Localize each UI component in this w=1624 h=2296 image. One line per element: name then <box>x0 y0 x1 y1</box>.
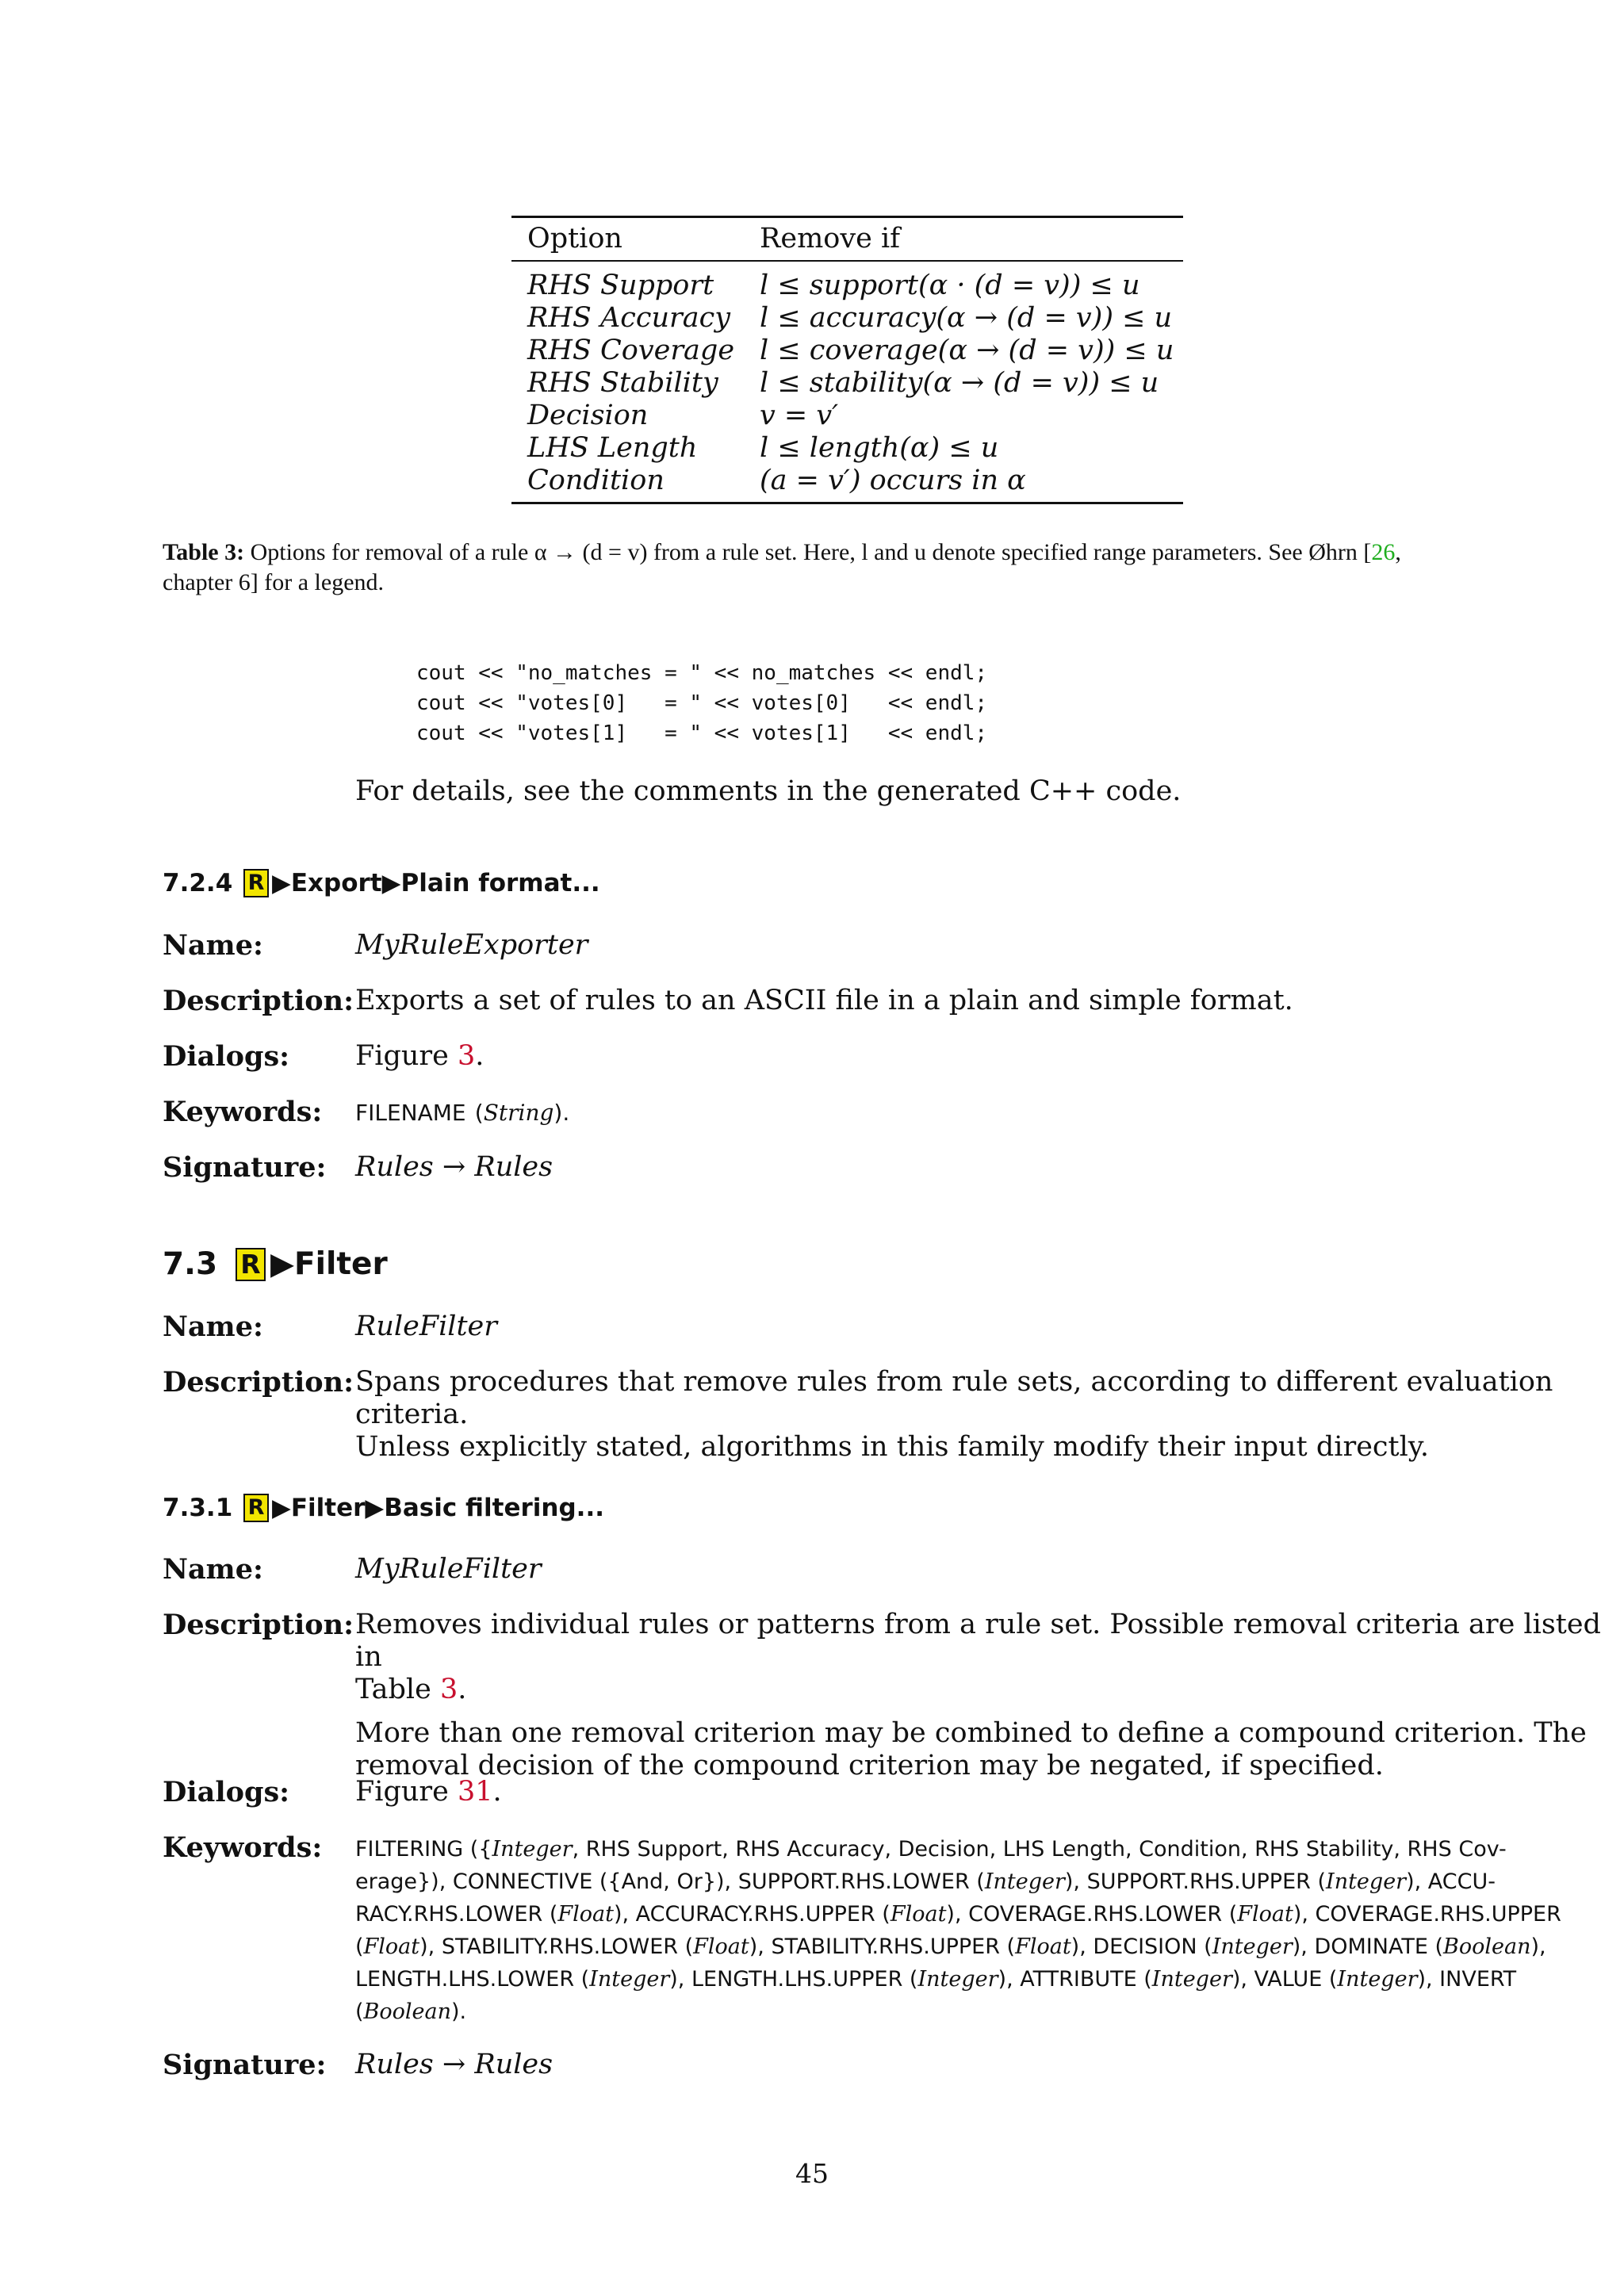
name-value: RuleFilter <box>355 1311 497 1342</box>
triangle-right-icon: ▶ <box>381 869 401 897</box>
code-line: cout << "votes[0] = " << votes[0] << endl; <box>416 691 988 715</box>
condition-cell: l ≤ accuracy(α → (d = v)) ≤ u <box>760 302 1173 334</box>
section-number: 7.3.1 <box>163 1494 233 1522</box>
option-cell: RHS Accuracy <box>527 302 730 334</box>
section-heading-7-3-1 <box>163 1492 604 1524</box>
code-line: cout << "no_matches = " << no_matches << endl; <box>416 661 988 685</box>
keyword-name: FILENAME <box>355 1100 466 1126</box>
citation-link[interactable]: 26 <box>1371 539 1396 565</box>
dialogs-label: Dialogs: <box>163 1040 290 1073</box>
description-value <box>355 1609 1624 1782</box>
keywords-line: RACY.RHS.LOWER (Float), ACCURACY.RHS.UPPER (Float), COVERAGE.RHS.LOWER (Float), COVERAGE.RHS.UPPER <box>355 1902 1561 1927</box>
table-ref-suffix: . <box>458 1674 467 1705</box>
condition-cell: l ≤ support(α · (d = v)) ≤ u <box>760 270 1140 301</box>
name-label: Name: <box>163 1553 263 1586</box>
keywords-label: Keywords: <box>163 1831 323 1864</box>
table-row <box>511 367 1183 400</box>
menu-path-part: Export <box>290 869 382 897</box>
section-heading-7-3 <box>163 1246 388 1284</box>
dialogs-suffix: . <box>475 1040 485 1072</box>
description-line: Removes individual rules or patterns from a rule set. Possible removal criteria are listed in <box>355 1609 1601 1673</box>
option-cell: Decision <box>527 400 649 431</box>
triangle-right-icon: ▶ <box>365 1494 385 1522</box>
r-badge-icon: R <box>236 1248 266 1281</box>
dialogs-value <box>355 1040 1624 1073</box>
description-line: Spans procedures that remove rules from rule sets, according to different evaluation criteria. <box>355 1366 1553 1430</box>
option-cell: RHS Stability <box>527 367 718 399</box>
table-row <box>511 465 1183 503</box>
description-line: removal decision of the compound criterion may be negated, if specified. <box>355 1750 1384 1781</box>
table-row <box>511 261 1183 302</box>
table-ref-prefix: Table <box>355 1674 440 1705</box>
table-caption <box>163 538 1471 598</box>
table-row <box>511 302 1183 335</box>
name-value: MyRuleFilter <box>355 1553 542 1585</box>
menu-path-part: Filter <box>290 1494 366 1522</box>
caption-label: Table 3: <box>163 539 245 565</box>
table-row <box>511 400 1183 432</box>
keywords-line: (Boolean). <box>355 1999 467 2024</box>
table-row <box>511 432 1183 465</box>
name-label: Name: <box>163 1311 263 1343</box>
description-label: Description: <box>163 985 354 1017</box>
name-value: MyRuleExporter <box>355 929 588 961</box>
section-number: 7.2.4 <box>163 869 233 897</box>
option-cell: RHS Coverage <box>527 335 735 366</box>
condition-cell: l ≤ stability(α → (d = v)) ≤ u <box>760 367 1159 399</box>
keywords-value <box>355 1833 1624 2028</box>
keyword-type: String <box>483 1100 554 1126</box>
signature-value: Rules → Rules <box>355 2049 553 2080</box>
removal-options-table <box>511 216 1183 504</box>
name-label: Name: <box>163 929 263 962</box>
code-line: cout << "votes[1] = " << votes[1] << endl; <box>416 721 988 745</box>
page-number: 45 <box>795 2158 829 2189</box>
description-value <box>355 1366 1624 1464</box>
dialogs-prefix: Figure <box>355 1040 458 1072</box>
dialogs-suffix: . <box>492 1776 502 1808</box>
option-cell: LHS Length <box>527 432 698 464</box>
description-line: Unless explicitly stated, algorithms in this family modify their input directly. <box>355 1431 1430 1463</box>
description-label: Description: <box>163 1609 354 1641</box>
keywords-line: LENGTH.LHS.LOWER (Integer), LENGTH.LHS.UPPER (Integer), ATTRIBUTE (Integer), VALUE (Integer), INVERT <box>355 1967 1517 1992</box>
keywords-label: Keywords: <box>163 1096 323 1128</box>
details-paragraph: For details, see the comments in the generated C++ code. <box>355 775 1182 807</box>
header-option: Option <box>527 223 622 254</box>
code-block <box>416 658 987 748</box>
triangle-right-icon: ▶ <box>272 869 291 897</box>
dialogs-prefix: Figure <box>355 1776 458 1808</box>
signature-label: Signature: <box>163 2049 327 2081</box>
section-heading-7-2-4 <box>163 867 600 899</box>
r-badge-icon: R <box>243 1494 269 1522</box>
header-remove-if: Remove if <box>760 223 901 254</box>
table-link[interactable]: 3 <box>439 1674 458 1705</box>
figure-link[interactable]: 3 <box>458 1040 476 1072</box>
option-cell: RHS Support <box>527 270 714 301</box>
keywords-value: FILENAME (String). <box>355 1100 570 1126</box>
condition-cell: v = v′ <box>760 400 839 431</box>
caption-text: Options for removal of a rule α → (d = v) from a rule set. Here, l and u denote specified range parameters. See Øhrn [ <box>250 539 1372 565</box>
figure-link[interactable]: 31 <box>458 1776 493 1808</box>
menu-path-part: Basic filtering... <box>384 1494 604 1522</box>
condition-cell: (a = v′) occurs in α <box>760 465 1026 496</box>
menu-path-part: Filter <box>294 1246 388 1282</box>
keywords-line: FILTERING ({Integer, RHS Support, RHS Accuracy, Decision, LHS Length, Condition, RHS Stability, RHS Cov- <box>355 1837 1507 1862</box>
signature-value: Rules → Rules <box>355 1151 553 1183</box>
dialogs-label: Dialogs: <box>163 1776 290 1808</box>
triangle-right-icon: ▶ <box>272 1494 291 1522</box>
description-value: Exports a set of rules to an ASCII file in a plain and simple format. <box>355 985 1293 1016</box>
keywords-line: (Float), STABILITY.RHS.LOWER (Float), STABILITY.RHS.UPPER (Float), DECISION (Integer), DOMINATE (Boolean), <box>355 1934 1546 1959</box>
triangle-right-icon: ▶ <box>270 1246 294 1282</box>
keywords-line: erage}), CONNECTIVE ({And, Or}), SUPPORT.RHS.LOWER (Integer), SUPPORT.RHS.UPPER (Integer), ACCU- <box>355 1869 1496 1894</box>
caption-text-end: , chapter 6] for a legend. <box>163 539 1401 595</box>
section-number: 7.3 <box>163 1246 218 1282</box>
condition-cell: l ≤ coverage(α → (d = v)) ≤ u <box>760 335 1174 366</box>
table-header-row <box>511 217 1183 262</box>
dialogs-value <box>355 1776 1624 1808</box>
r-badge-icon: R <box>243 869 269 897</box>
description-line: More than one removal criterion may be combined to define a compound criterion. The <box>355 1717 1587 1749</box>
condition-cell: l ≤ length(α) ≤ u <box>760 432 999 464</box>
description-label: Description: <box>163 1366 354 1399</box>
description-line <box>355 1674 1624 1706</box>
option-cell: Condition <box>527 465 665 496</box>
signature-label: Signature: <box>163 1151 327 1184</box>
table-row <box>511 335 1183 367</box>
menu-path-part: Plain format... <box>400 869 600 897</box>
